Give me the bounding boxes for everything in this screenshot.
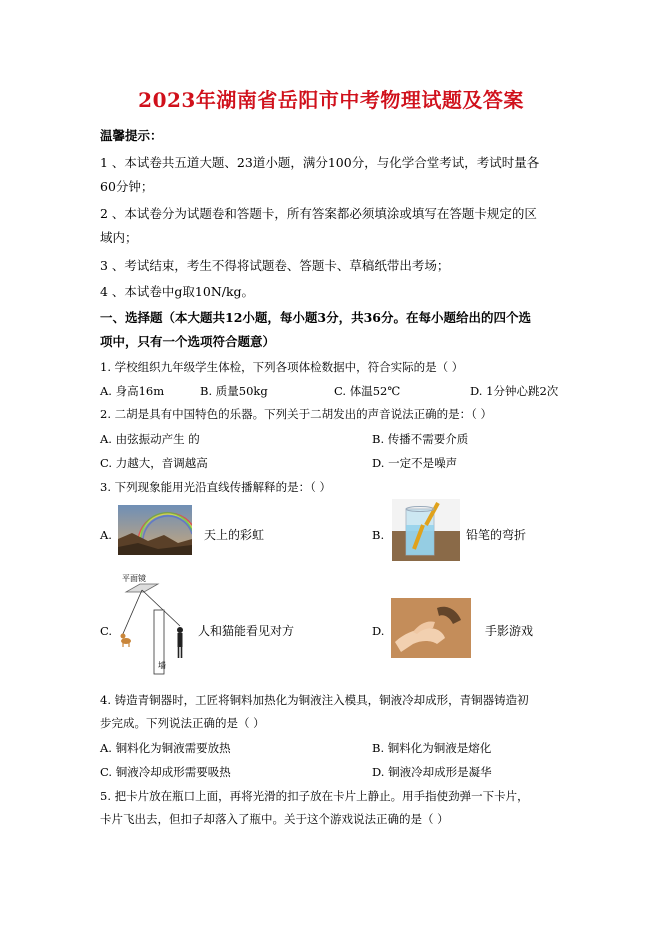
q1-option-a: A. 身高16m — [100, 384, 165, 398]
q5-stem-line-2: 卡片飞出去，但扣子却落入了瓶中。关于这个游戏说法正确的是（ ） — [100, 812, 449, 826]
q5-stem-line-1: 5. 把卡片放在瓶口上面，再将光滑的扣子放在卡片上静止。用手指使劲弹一下卡片， — [100, 789, 529, 803]
q3-option-b-caption: 铅笔的弯折 — [466, 528, 527, 542]
q4-option-d: D. 铜液冷却成形是凝华 — [372, 765, 492, 779]
q1-option-d: D. 1分钟心跳2次 — [470, 384, 559, 398]
q4-option-a: A. 铜料化为铜液需要放热 — [100, 741, 231, 755]
q3-wall-label: 墙 — [158, 661, 166, 670]
rainbow-image — [118, 505, 192, 555]
tip-1-line-1: 1 、本试卷共五道大题、23道小题，满分100分，与化学合堂考试，考试时量各 — [100, 155, 540, 170]
tip-2-line-2: 域内； — [100, 230, 138, 245]
pencil-in-glass-image — [392, 499, 460, 561]
q1-stem: 1. 学校组织九年级学生体检，下列各项体检数据中，符合实际的是（ ） — [100, 360, 464, 374]
section-1-heading-line-2: 项中，只有一个选项符合题意） — [100, 334, 276, 349]
tip-4: 4 、本试卷中g取10N/kg。 — [100, 284, 255, 299]
q3-option-a-label: A. — [100, 528, 112, 542]
section-1-heading-line-1: 一、选择题（本大题共12小题，每小题3分，共36分。在每小题给出的四个选 — [100, 310, 531, 325]
tips-heading: 温馨提示： — [100, 128, 163, 143]
q4-stem-line-1: 4. 铸造青铜器时，工匠将铜料加热化为铜液注入模具，铜液冷却成形，青铜器铸造初 — [100, 693, 529, 707]
hand-shadow-image — [391, 598, 471, 658]
q3-stem: 3. 下列现象能用光沿直线传播解释的是：（ ） — [100, 480, 332, 494]
q2-option-c: C. 力越大，音调越高 — [100, 456, 208, 470]
q1-option-c: C. 体温52℃ — [334, 384, 401, 398]
q4-stem-line-2: 步完成。下列说法正确的是（ ） — [100, 716, 265, 730]
q3-option-c-label: C. — [100, 624, 113, 638]
q1-option-b: B. 质量50kg — [200, 384, 268, 398]
q4-option-b: B. 铜料化为铜液是熔化 — [372, 741, 492, 755]
tip-3: 3 、考试结束，考生不得将试题卷、答题卡、草稿纸带出考场； — [100, 258, 450, 273]
q4-option-c: C. 铜液冷却成形需要吸热 — [100, 765, 231, 779]
q3-option-b-label: B. — [372, 528, 385, 542]
tip-2-line-1: 2 、本试卷分为试题卷和答题卡，所有答案都必须填涂或填写在答题卡规定的区 — [100, 206, 537, 221]
q3-mirror-label: 平面镜 — [122, 574, 146, 583]
q2-stem: 2. 二胡是具有中国特色的乐器。下列关于二胡发出的声音说法正确的是：（ ） — [100, 407, 493, 421]
q2-option-a: A. 由弦振动产生 的 — [100, 432, 200, 446]
tip-1-line-2: 60分钟； — [100, 179, 154, 194]
page-title: 2023年湖南省岳阳市中考物理试题及答案 — [138, 88, 524, 112]
q2-option-b: B. 传播不需要介质 — [372, 432, 469, 446]
q2-option-d: D. 一定不是噪声 — [372, 456, 458, 470]
q3-option-c-caption: 人和猫能看见对方 — [198, 624, 295, 638]
q3-option-d-label: D. — [372, 624, 385, 638]
q3-option-d-caption: 手影游戏 — [485, 624, 534, 638]
q3-option-a-caption: 天上的彩虹 — [204, 528, 265, 542]
mirror-diagram — [114, 572, 194, 678]
